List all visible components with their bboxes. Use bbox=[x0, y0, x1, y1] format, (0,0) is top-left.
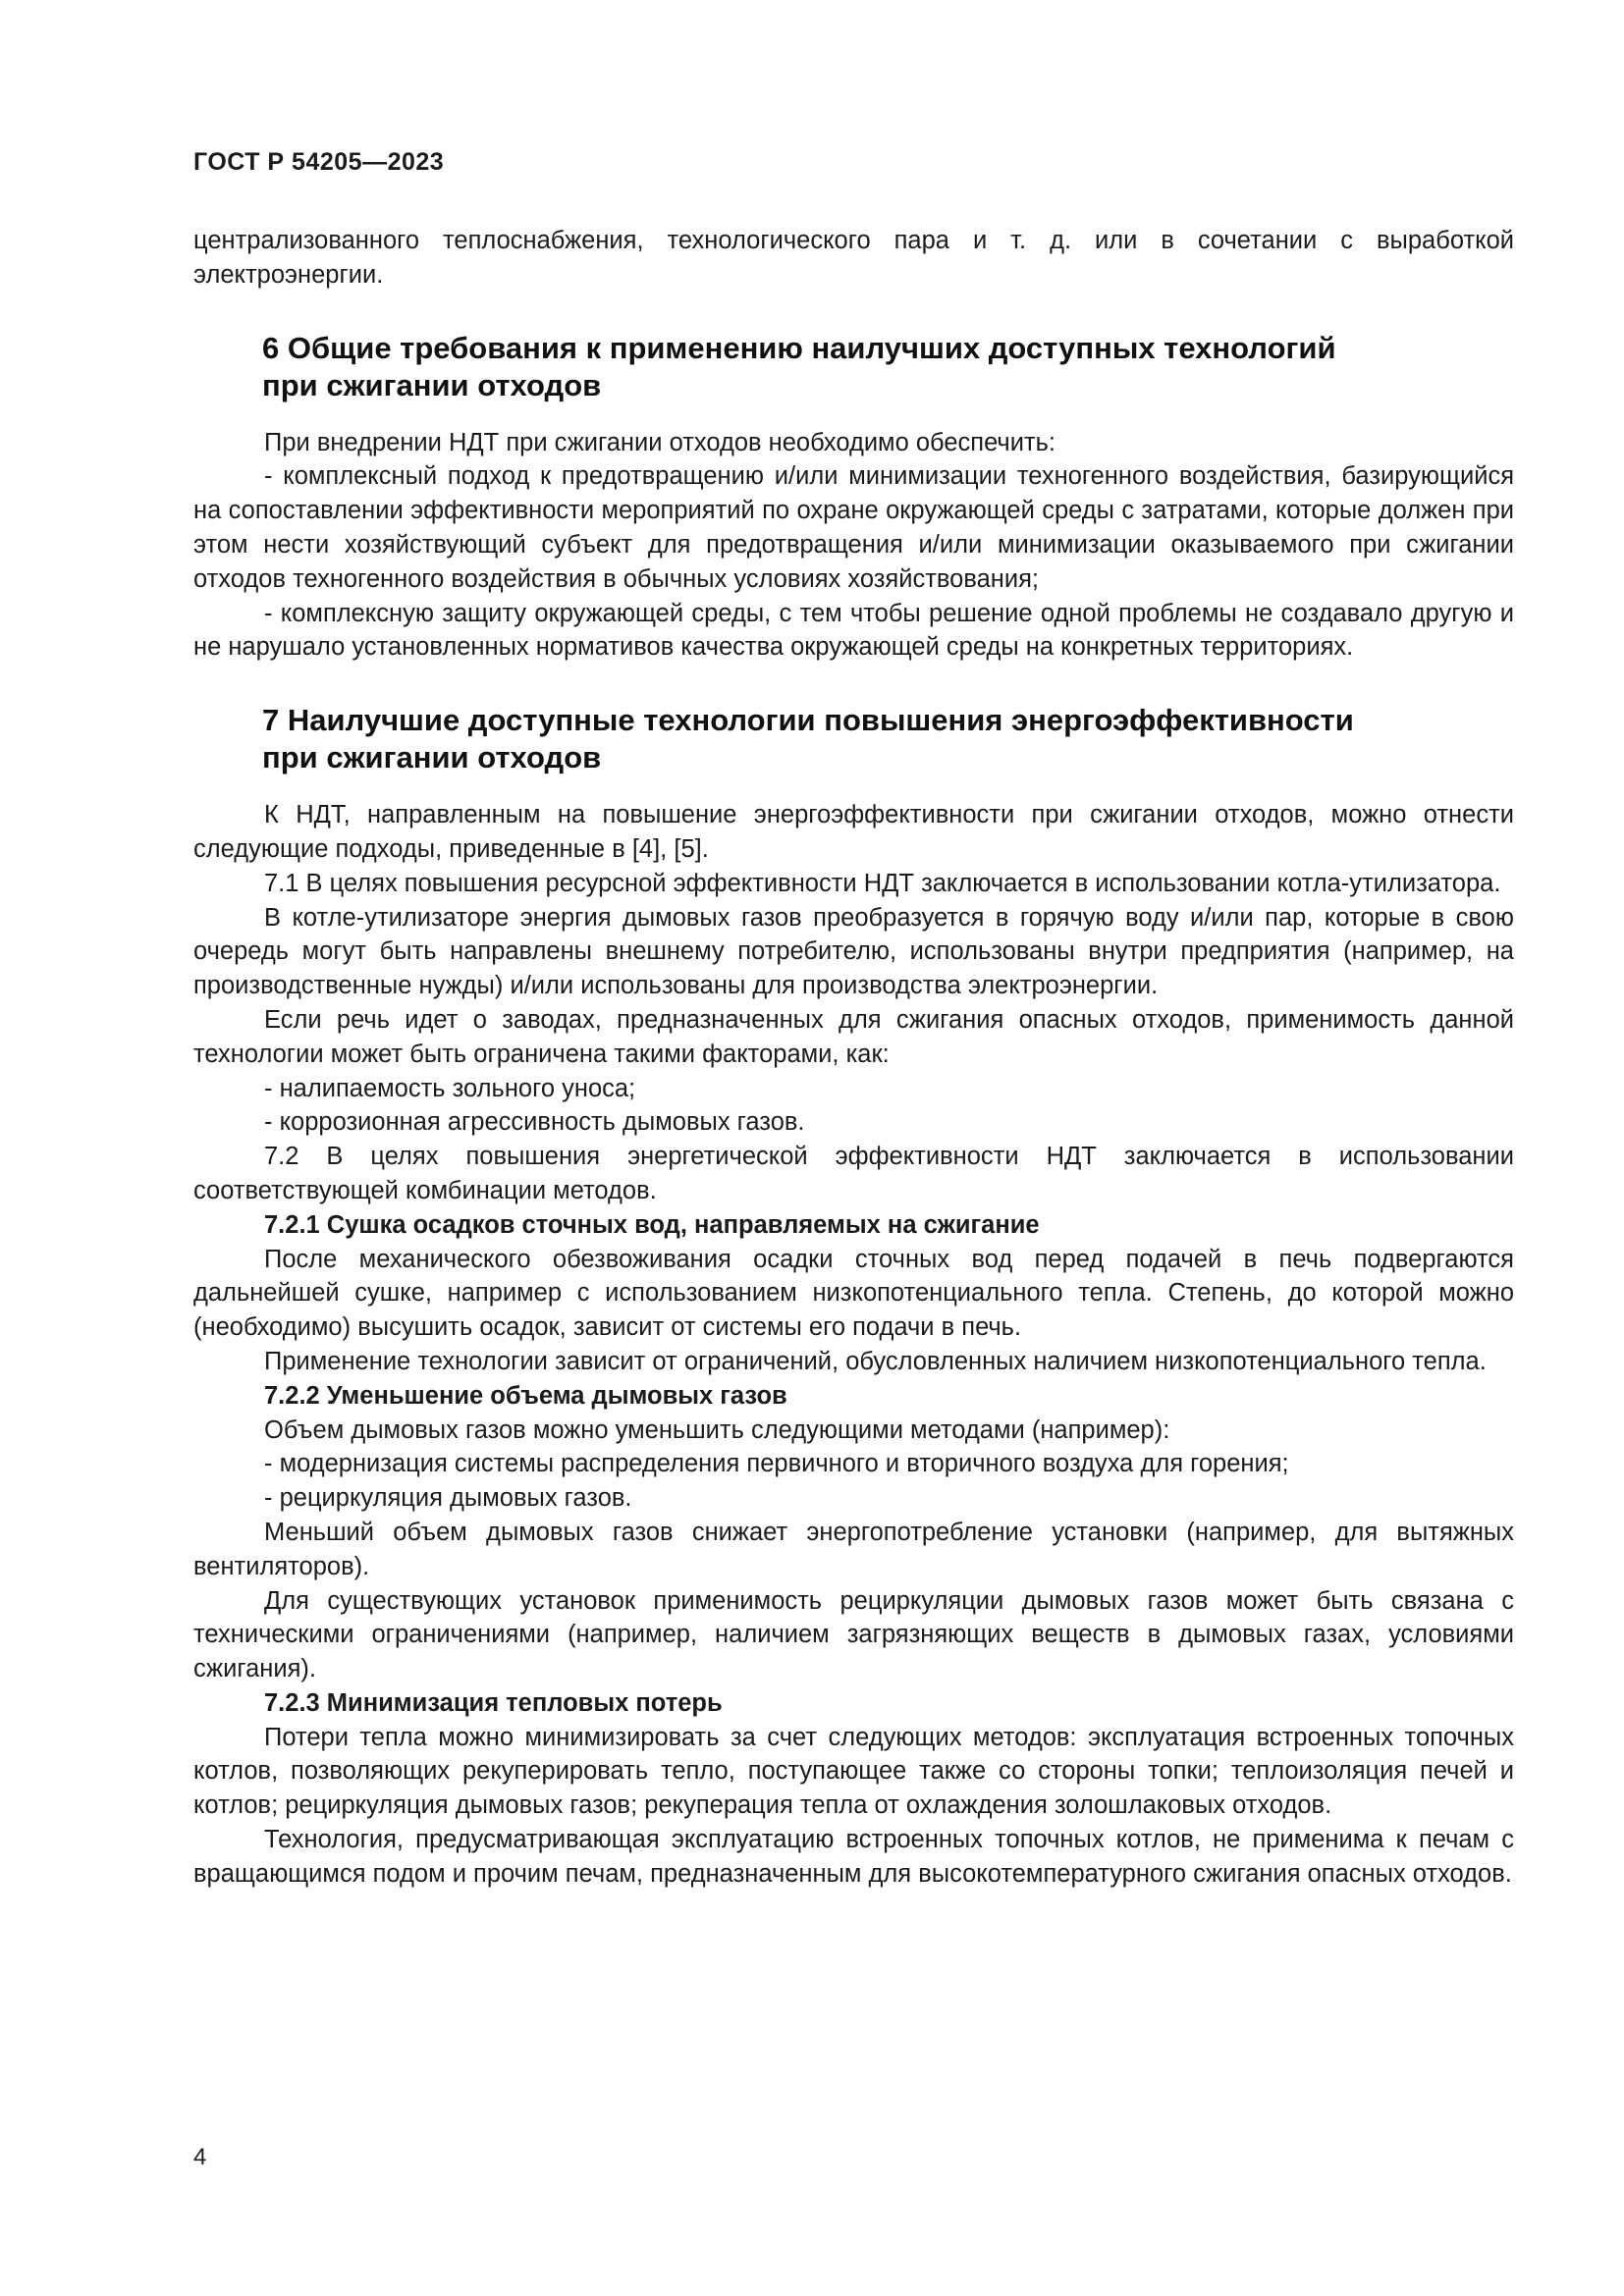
paragraph: Если речь идет о заводах, предназначенных для сжигания опасных отходов, применимость данной технологии может быть ограничена такими факторами, как: bbox=[193, 1005, 1514, 1068]
list-item: - рециркуляция дымовых газов. bbox=[264, 1484, 632, 1513]
section-7-heading-line-2: при сжигании отходов bbox=[262, 740, 602, 775]
paragraph: Применение технологии зависит от ограничений, обусловленных наличием низкопотенциального тепла. bbox=[264, 1347, 1487, 1375]
paragraph: При внедрении НДТ при сжигании отходов необходимо обеспечить: bbox=[264, 428, 1056, 456]
subsection-7-2-3-heading: 7.2.3 Минимизация тепловых потерь bbox=[264, 1688, 723, 1717]
paragraph: Технология, предусматривающая эксплуатацию встроенных топочных котлов, не применима к печам с вращающимся подом и прочим печам, предназначенным для высокотемпературного сжигания опасных отходов. bbox=[193, 1826, 1514, 1888]
section-6-heading-line-2: при сжигании отходов bbox=[262, 367, 602, 402]
page-number: 4 bbox=[193, 2144, 207, 2170]
paragraph: 7.1 В целях повышения ресурсной эффективности НДТ заключается в использовании котла-утилизатора. bbox=[264, 869, 1501, 897]
paragraph: К НДТ, направленным на повышение энергоэффективности при сжигании отходов, можно отнести следующие подходы, приведенные в [4], [5]. bbox=[193, 801, 1514, 863]
paragraph: В котле-утилизаторе энергия дымовых газов преобразуется в горячую воду и/или пар, которые в свою очередь могут быть направлены внешнему потребителю, использованы внутри предприятия (например, на производственные нужды) и/или использованы для производства электроэнергии. bbox=[193, 903, 1514, 1000]
list-item: - комплексный подход к предотвращению и/или минимизации техногенного воздействия, базирующийся на сопоставлении эффективности мероприятий по охране окружающей среды с затратами, которые должен при этом нести хозяйствующий субъект для предотвращения и/или минимизации оказываемого при сжигании отходов техногенного воздействия в обычных условиях хозяйствования; bbox=[193, 462, 1514, 593]
section-6-heading-line-1: 6 Общие требования к применению наилучших доступных технологий bbox=[262, 330, 1336, 365]
paragraph: Объем дымовых газов можно уменьшить следующими методами (например): bbox=[264, 1415, 1170, 1444]
paragraph: 7.2 В целях повышения энергетической эффективности НДТ заключается в использовании соответствующей комбинации методов. bbox=[193, 1143, 1514, 1204]
list-item: - налипаемость зольного уноса; bbox=[264, 1074, 636, 1102]
paragraph: После механического обезвоживания осадки сточных вод перед подачей в печь подвергаются дальнейшей сушке, например с использованием низкопотенциального тепла. Степень, до которой можно (необходимо) высушить осадок, зависит от системы его подачи в печь. bbox=[193, 1245, 1514, 1342]
section-7-heading bbox=[193, 702, 1514, 776]
list-item: - модернизация системы распределения первичного и вторичного воздуха для горения; bbox=[264, 1450, 1289, 1478]
document-code: ГОСТ Р 54205—2023 bbox=[193, 148, 445, 176]
paragraph: централизованного теплоснабжения, технологического пара и т. д. или в сочетании с выработкой электроэнергии. bbox=[193, 227, 1514, 289]
page-content bbox=[193, 224, 1514, 1892]
list-item: - коррозионная агрессивность дымовых газов. bbox=[264, 1108, 805, 1137]
section-7-heading-line-1: 7 Наилучшие доступные технологии повышения энергоэффективности bbox=[262, 703, 1354, 738]
list-item: - комплексную защиту окружающей среды, с тем чтобы решение одной проблемы не создавало другую и не нарушало установленных нормативов качества окружающей среды на конкретных территориях. bbox=[193, 599, 1514, 662]
subsection-7-2-1-heading: 7.2.1 Сушка осадков сточных вод, направляемых на сжигание bbox=[264, 1210, 1040, 1239]
subsection-7-2-2-heading: 7.2.2 Уменьшение объема дымовых газов bbox=[264, 1381, 787, 1410]
paragraph: Для существующих установок применимость рециркуляции дымовых газов может быть связана с техническими ограничениями (например, наличием загрязняющих веществ в дымовых газах, условиями сжигания). bbox=[193, 1586, 1514, 1683]
paragraph: Потери тепла можно минимизировать за счет следующих методов: эксплуатация встроенных топочных котлов, позволяющих рекуперировать тепло, поступающее также со стороны топки; теплоизоляция печей и котлов; рециркуляция дымовых газов; рекуперация тепла от охлаждения золошлаковых отходов. bbox=[193, 1723, 1514, 1820]
paragraph: Меньший объем дымовых газов снижает энергопотребление установки (например, для вытяжных вентиляторов). bbox=[193, 1518, 1514, 1580]
section-6-heading bbox=[193, 330, 1514, 404]
